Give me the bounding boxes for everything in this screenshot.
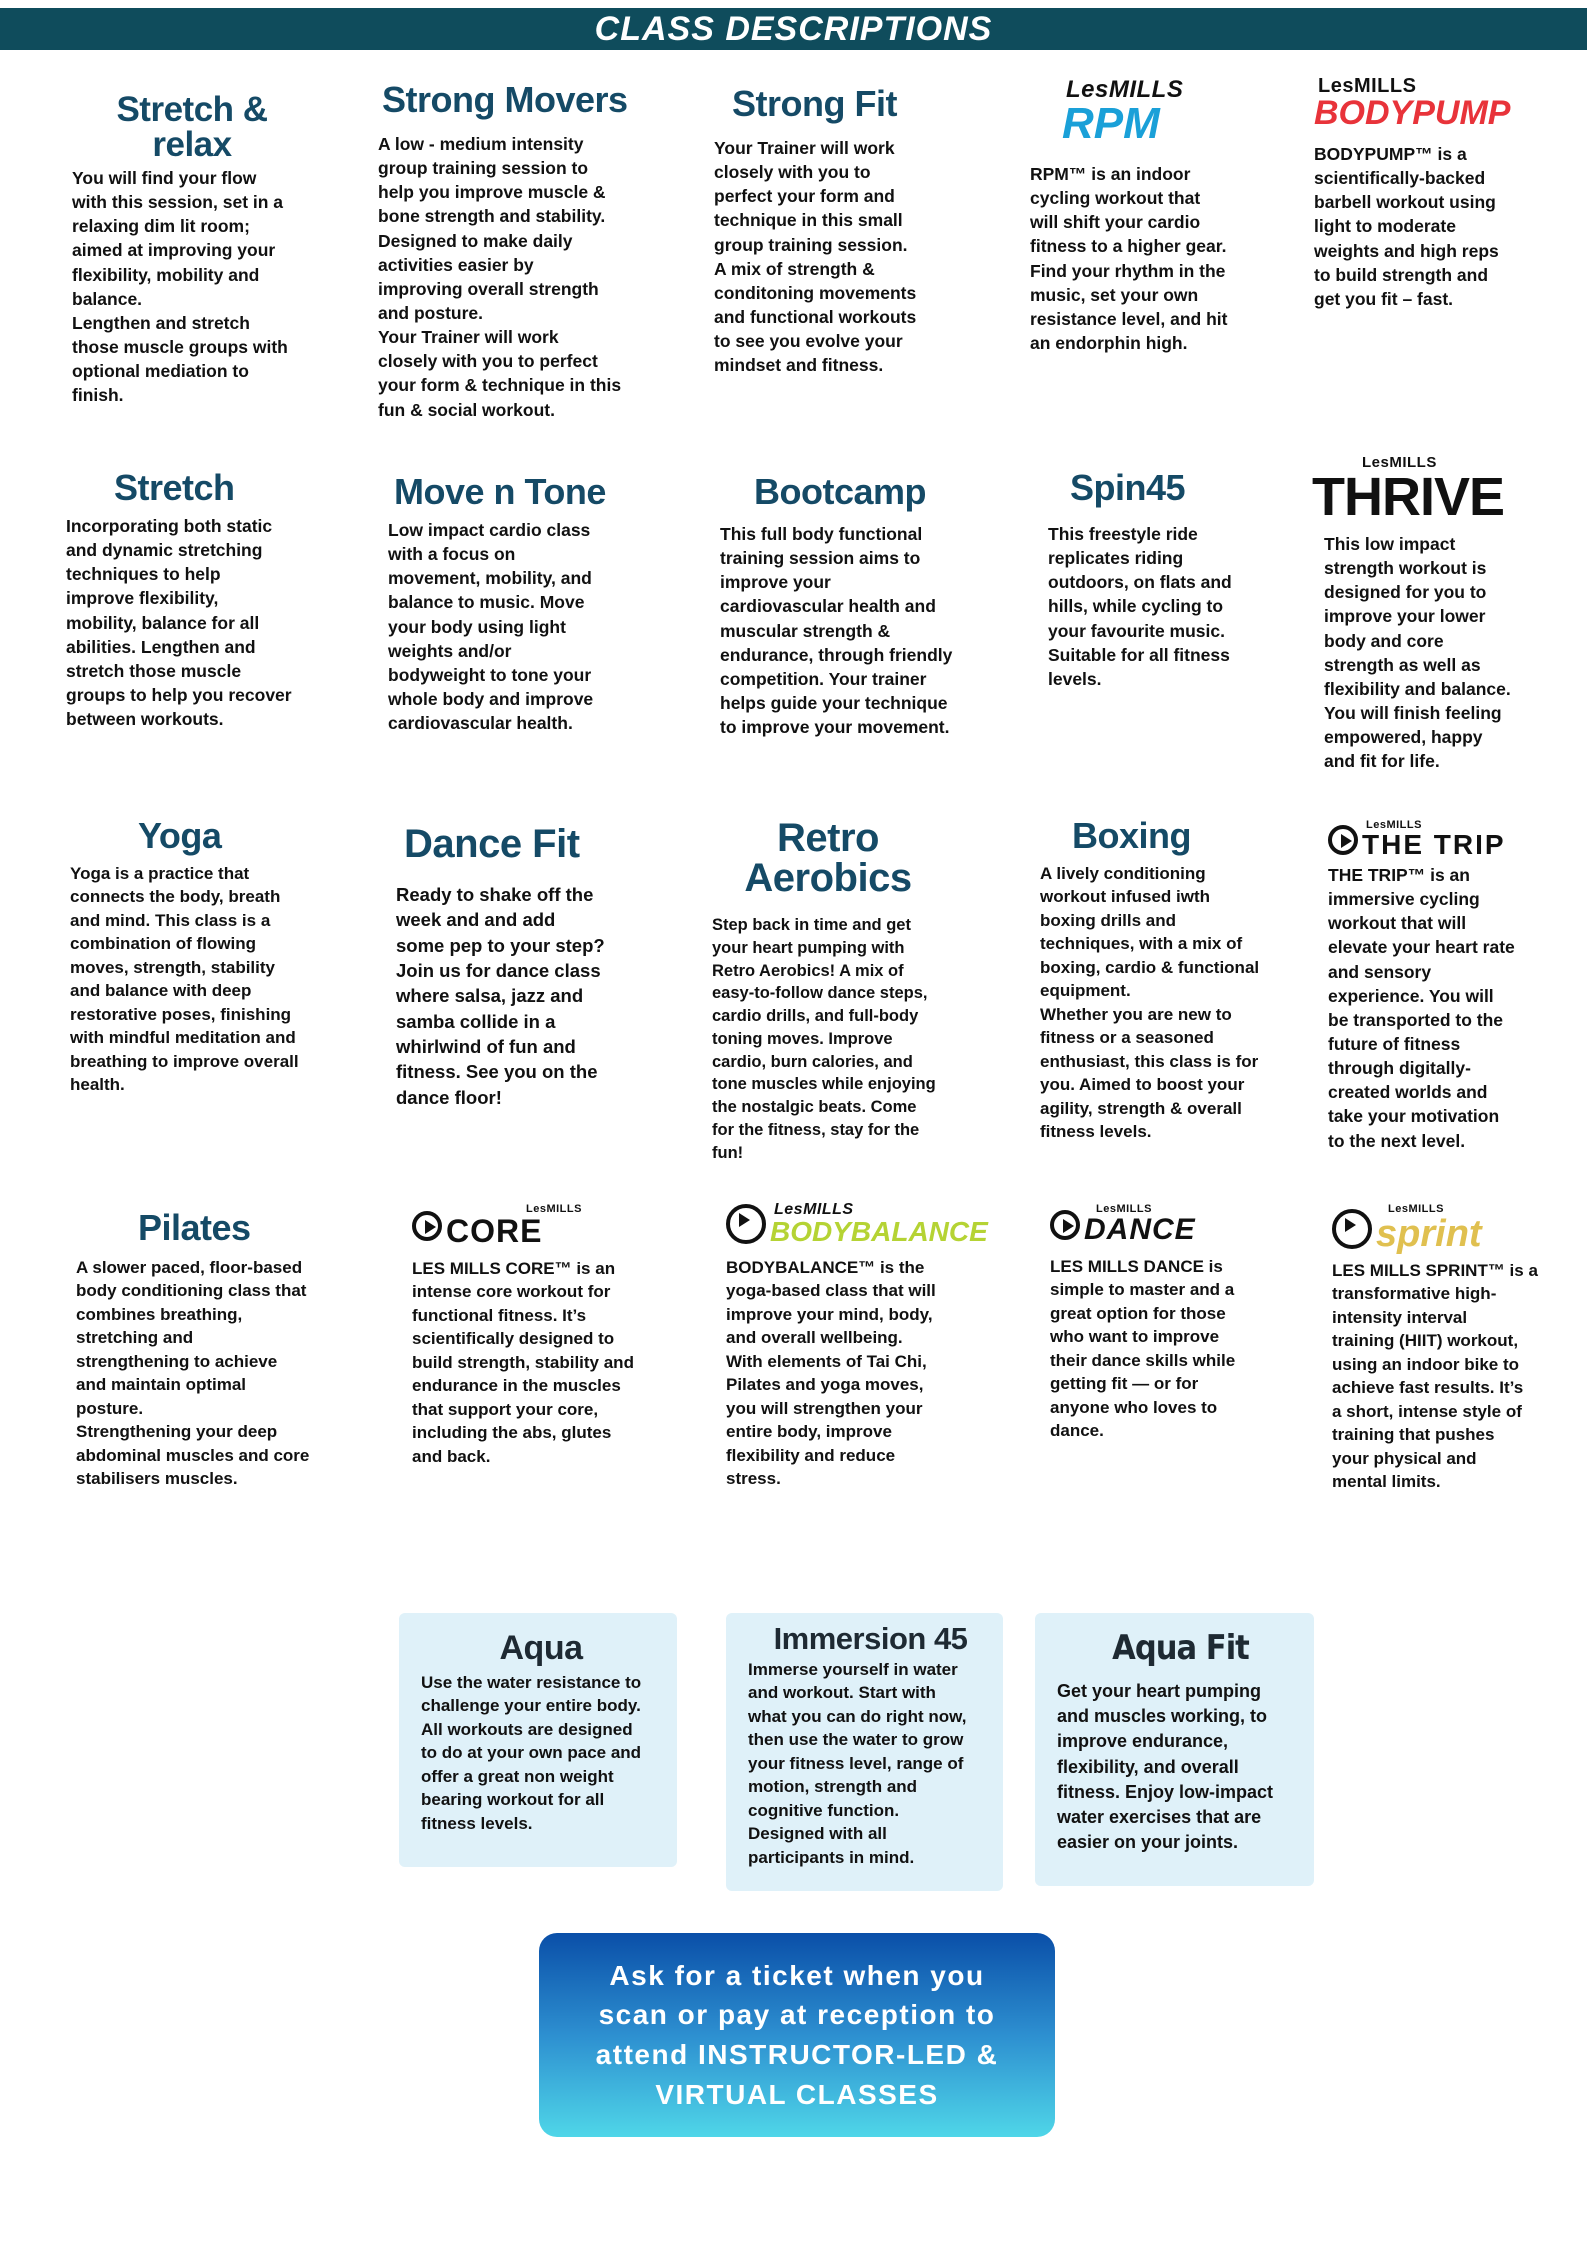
logo-title: RPM — [1062, 99, 1160, 148]
class-description: THE TRIP™ is an immersive cycling workout that will elevate your heart rate and sensory experience. You will be transported to the future of fitness through digitally- created worlds and take your motivation to the next level. — [1328, 865, 1515, 1151]
card-immersion-45 — [726, 1613, 1003, 1891]
logo-title: THE TRIP — [1362, 829, 1506, 860]
class-description: Use the water resistance to challenge your entire body. All workouts are designed to do at your own pace and offer a great non weight bearing workout for all fitness levels. — [421, 1673, 642, 1833]
card-strong-movers — [378, 79, 668, 422]
card-dance — [1050, 1204, 1280, 1443]
class-title: Strong Movers — [382, 79, 628, 120]
page-header: CLASS DESCRIPTIONS — [0, 8, 1587, 50]
play-icon — [412, 1211, 442, 1241]
class-description: This freestyle ride replicates riding outdoors, on flats and hills, while cycling to your favourite music. Suitable for all fitness levels. — [1048, 524, 1232, 689]
class-description: A low - medium intensity group training session to help you improve muscle & bone strength and stability. Designed to make daily activities easier by improving overall strength and posture. Your Trainer will work closely with you to perfect your form & technique in this fun & social workout. — [378, 134, 622, 420]
card-core — [412, 1204, 682, 1468]
card-stretch-relax — [72, 92, 352, 407]
class-title: Stretch & relax — [116, 90, 268, 164]
class-description: RPM™ is an indoor cycling workout that will shift your cardio fitness to a higher gear. Find your rhythm in the music, set your own resistance level, and hit an endorphin high. — [1030, 164, 1228, 353]
class-description: Immerse yourself in water and workout. Start with what you can do right now, then use the water to grow your fitness level, range of motion, strength and cognitive function. Designed with all participants in mind. — [748, 1660, 967, 1867]
class-description: A slower paced, floor-based body conditioning class that combines breathing, stretching and strengthening to achieve and maintain optimal posture. Strengthening your deep abdominal muscles and core stabilisers muscles. — [76, 1258, 310, 1489]
lesmills-brand: LesMILLS — [1066, 76, 1184, 103]
lesmills-brand: LesMILLS — [1318, 75, 1417, 97]
class-title: Immersion 45 — [773, 1621, 968, 1656]
class-description: A lively conditioning workout infused iwth boxing drills and techniques, with a mix of boxing, cardio & functional equipment. Whether you are new to fitness or a seasoned enthusiast, this class is for you. Aimed to boost your agility, strength & overall fitness levels. — [1040, 864, 1260, 1141]
card-retro-aerobics — [712, 818, 1002, 1164]
class-description: LES MILLS DANCE is simple to master and a great option for those who want to improve their dance skills while getting fit — or for anyone who loves to dance. — [1050, 1257, 1236, 1441]
card-dance-fit — [396, 824, 676, 1110]
play-icon — [726, 1204, 766, 1244]
logo-title: CORE — [446, 1213, 543, 1249]
card-rpm — [1030, 78, 1260, 355]
class-description: Low impact cardio class with a focus on movement, mobility, and balance to music. Move your body using light weights and/or bodyweight to tone your whole body and improve cardiovascular health. — [388, 520, 594, 734]
core-logo — [412, 1204, 682, 1247]
logo-title: THRIVE — [1312, 467, 1505, 527]
class-title: Aqua — [499, 1629, 583, 1667]
class-description: Get your heart pumping and muscles working, to improve endurance, flexibility, and overall fitness. Enjoy low-impact water exercises that are easier on your joints. — [1057, 1681, 1274, 1853]
play-icon — [1050, 1210, 1080, 1240]
card-stretch — [66, 467, 356, 731]
card-sprint — [1332, 1204, 1582, 1494]
bodybalance-logo — [726, 1202, 996, 1246]
lesmills-brand: LesMILLS — [526, 1203, 582, 1215]
card-spin45 — [1048, 467, 1278, 691]
card-bootcamp — [720, 471, 1010, 739]
class-description: Step back in time and get your heart pumping with Retro Aerobics! A mix of easy-to-follow dance steps, cardio drills, and full-body toning moves. Improve cardio, burn calories, and tone muscles while enjoying the nostalgic beats. Come for the fitness, stay for the fun! — [712, 916, 936, 1162]
play-icon — [1328, 825, 1358, 855]
card-move-n-tone — [388, 471, 678, 735]
class-description: BODYBALANCE™ is the yoga-based class that will improve your mind, body, and overall wellbeing. With elements of Tai Chi, Pilates and yoga moves, you will strengthen your entire body, improve flexibility and reduce stress. — [726, 1258, 936, 1489]
class-description: This low impact strength workout is designed for you to improve your lower body and core strength as well as flexibility and balance. You will finish feeling empowered, happy and fit for life. — [1324, 534, 1511, 772]
class-title: Aqua Fit — [1112, 1628, 1249, 1668]
class-description: You will find your flow with this session, set in a relaxing dim lit room; aimed at improving your flexibility, mobility and balance. Lengthen and stretch those muscle groups with optional mediation to finish. — [72, 168, 288, 406]
class-description: Incorporating both static and dynamic stretching techniques to help improve flexibility, mobility, balance for all abilities. Lengthen and stretch those muscle groups to help you recover between workouts. — [66, 516, 292, 730]
class-title: Move n Tone — [394, 471, 606, 512]
lesmills-brand: LesMILLS — [774, 1201, 854, 1218]
class-title: Spin45 — [1070, 467, 1186, 508]
class-description: LES MILLS CORE™ is an intense core workout for functional fitness. It’s scientifically designed to build strength, stability and endurance in the muscles that support your core, including the abs, glutes and back. — [412, 1259, 634, 1466]
card-aqua — [399, 1613, 677, 1867]
card-bodybalance — [726, 1202, 996, 1491]
card-pilates — [76, 1207, 366, 1491]
play-icon — [1332, 1209, 1372, 1249]
class-description: Yoga is a practice that connects the body, breath and mind. This class is a combination of flowing moves, strength, stability and balance with deep restorative poses, finishing with mindful meditation and breathing to improve overall health. — [70, 864, 299, 1095]
sprint-logo — [1332, 1204, 1582, 1253]
logo-title: BODYPUMP — [1314, 94, 1511, 132]
lesmills-brand: LesMILLS — [1096, 1203, 1152, 1215]
class-title: Yoga — [138, 815, 222, 856]
class-title: Stretch — [114, 467, 235, 508]
class-title: Pilates — [138, 1207, 251, 1248]
class-description: LES MILLS SPRINT™ is a transformative high- intensity interval training (HIIT) workout, using an indoor bike to achieve fast results. It’s a short, intense style of training that pushes your physical and mental limits. — [1332, 1261, 1538, 1492]
lesmills-brand: LesMILLS — [1388, 1203, 1444, 1215]
rpm-logo — [1062, 78, 1183, 146]
card-strong-fit — [714, 83, 994, 377]
card-thrive — [1312, 454, 1562, 773]
class-description: BODYPUMP™ is a scientifically-backed barbell workout using light to moderate weights and high reps to build strength and get you fit – fast. — [1314, 144, 1499, 309]
class-description: Your Trainer will work closely with you to perfect your form and technique in this small group training session. A mix of strength & conditoning movements and functional workouts to see you evolve your mindset and fitness. — [714, 138, 917, 376]
class-description: Ready to shake off the week and and add some pep to your step? Join us for dance class where salsa, jazz and samba collide in a whirlwind of fun and fitness. See you on the dance floor! — [396, 884, 605, 1108]
class-title: Strong Fit — [732, 83, 897, 124]
logo-title: DANCE — [1084, 1213, 1196, 1246]
class-title: Boxing — [1072, 815, 1191, 856]
logo-title: BODYBALANCE — [770, 1216, 988, 1247]
ticket-info-banner: Ask for a ticket when you scan or pay at reception to attend INSTRUCTOR-LED & VIRTUAL CLASSES — [539, 1933, 1055, 2137]
class-title: Dance Fit — [404, 822, 580, 866]
thrive-logo — [1312, 454, 1505, 527]
card-yoga — [70, 815, 360, 1097]
bodypump-logo — [1314, 76, 1510, 130]
lesmills-brand: LesMILLS — [1362, 454, 1437, 471]
the-trip-logo — [1328, 820, 1578, 859]
card-the-trip — [1328, 820, 1578, 1153]
class-description: This full body functional training session aims to improve your cardiovascular health and muscular strength & endurance, through friendly competition. Your trainer helps guide your technique to improve your movement. — [720, 524, 953, 738]
logo-title: sprint — [1376, 1213, 1482, 1255]
dance-logo — [1050, 1204, 1280, 1245]
lesmills-brand: LesMILLS — [1366, 819, 1422, 831]
card-aqua-fit — [1035, 1613, 1314, 1886]
card-bodypump — [1314, 76, 1554, 311]
class-title: Retro Aerobics — [744, 816, 912, 900]
card-boxing — [1040, 815, 1300, 1143]
class-title: Bootcamp — [754, 471, 927, 512]
